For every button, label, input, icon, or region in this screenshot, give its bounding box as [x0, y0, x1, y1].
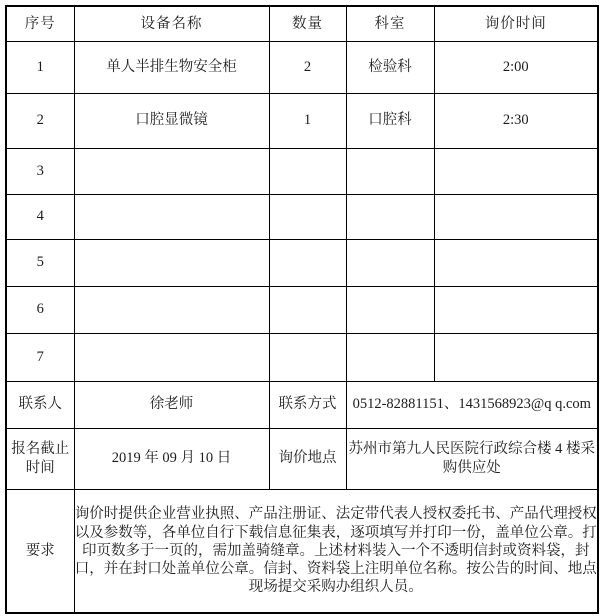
cell-department [346, 286, 434, 333]
table-row [6, 41, 598, 93]
cell-department: 口腔科 [346, 93, 434, 148]
deadline-date: 2019 年 09 月 10 日 [74, 428, 269, 489]
contact-label: 联系人 [6, 381, 74, 428]
cell-serial: 5 [6, 239, 74, 286]
inquiry-document [0, 5, 602, 616]
cell-serial: 1 [6, 41, 74, 93]
cell-quantity: 1 [269, 93, 346, 148]
cell-quantity [269, 194, 346, 239]
table-row [6, 239, 598, 286]
cell-serial: 3 [6, 148, 74, 194]
cell-department: 检验科 [346, 41, 434, 93]
cell-inquiry-time: 2:00 [434, 41, 598, 93]
header-quantity: 数量 [269, 6, 346, 41]
contact-person: 徐老师 [74, 381, 269, 428]
contact-method-label: 联系方式 [269, 381, 346, 428]
contact-row [6, 381, 598, 428]
cell-serial: 2 [6, 93, 74, 148]
cell-inquiry-time [434, 194, 598, 239]
table-row [6, 194, 598, 239]
cell-inquiry-time [434, 239, 598, 286]
table-header-row [6, 6, 598, 41]
header-inquiry-time: 询价时间 [434, 6, 598, 41]
table-row [6, 286, 598, 333]
table-row [6, 333, 598, 381]
cell-quantity [269, 148, 346, 194]
cell-department [346, 333, 434, 381]
cell-inquiry-time [434, 333, 598, 381]
cell-serial: 4 [6, 194, 74, 239]
cell-quantity [269, 239, 346, 286]
cell-equipment-name [74, 333, 269, 381]
header-department: 科室 [346, 6, 434, 41]
cell-equipment-name: 单人半排生物安全柜 [74, 41, 269, 93]
cell-inquiry-time [434, 148, 598, 194]
cell-serial: 6 [6, 286, 74, 333]
requirements-row [6, 489, 598, 613]
requirements-text: 询价时提供企业营业执照、产品注册证、法定带代表人授权委托书、产品代理授权以及参数等，各单位自行下载信息征集表，逐项填写并打印一份，盖单位公章。打印页数多于一页的，需加盖骑缝章。上述材料装入一个不透明信封或资料袋，封口，并在封口处盖单位公章。信封、资料袋上注明单位名称。按公告的时间、地点现场提交采购办组织人员。 [74, 489, 598, 613]
header-serial: 序号 [6, 6, 74, 41]
cell-department [346, 148, 434, 194]
cell-quantity: 2 [269, 41, 346, 93]
cell-department [346, 239, 434, 286]
table-row [6, 93, 598, 148]
cell-inquiry-time: 2:30 [434, 93, 598, 148]
inquiry-place-value: 苏州市第九人民医院行政综合楼 4 楼采购供应处 [346, 428, 598, 489]
cell-department [346, 194, 434, 239]
cell-quantity [269, 333, 346, 381]
inquiry-place-label: 询价地点 [269, 428, 346, 489]
deadline-row [6, 428, 598, 489]
contact-method-value: 0512-82881151、1431568923@q q.com [346, 381, 598, 428]
deadline-label: 报名截止时间 [6, 428, 74, 489]
cell-equipment-name: 口腔显微镜 [74, 93, 269, 148]
header-equipment-name: 设备名称 [74, 6, 269, 41]
cell-inquiry-time [434, 286, 598, 333]
cell-equipment-name [74, 148, 269, 194]
requirements-label: 要求 [6, 489, 74, 613]
cell-equipment-name [74, 239, 269, 286]
inquiry-table [5, 5, 599, 614]
cell-serial: 7 [6, 333, 74, 381]
cell-equipment-name [74, 286, 269, 333]
cell-equipment-name [74, 194, 269, 239]
table-row [6, 148, 598, 194]
cell-quantity [269, 286, 346, 333]
